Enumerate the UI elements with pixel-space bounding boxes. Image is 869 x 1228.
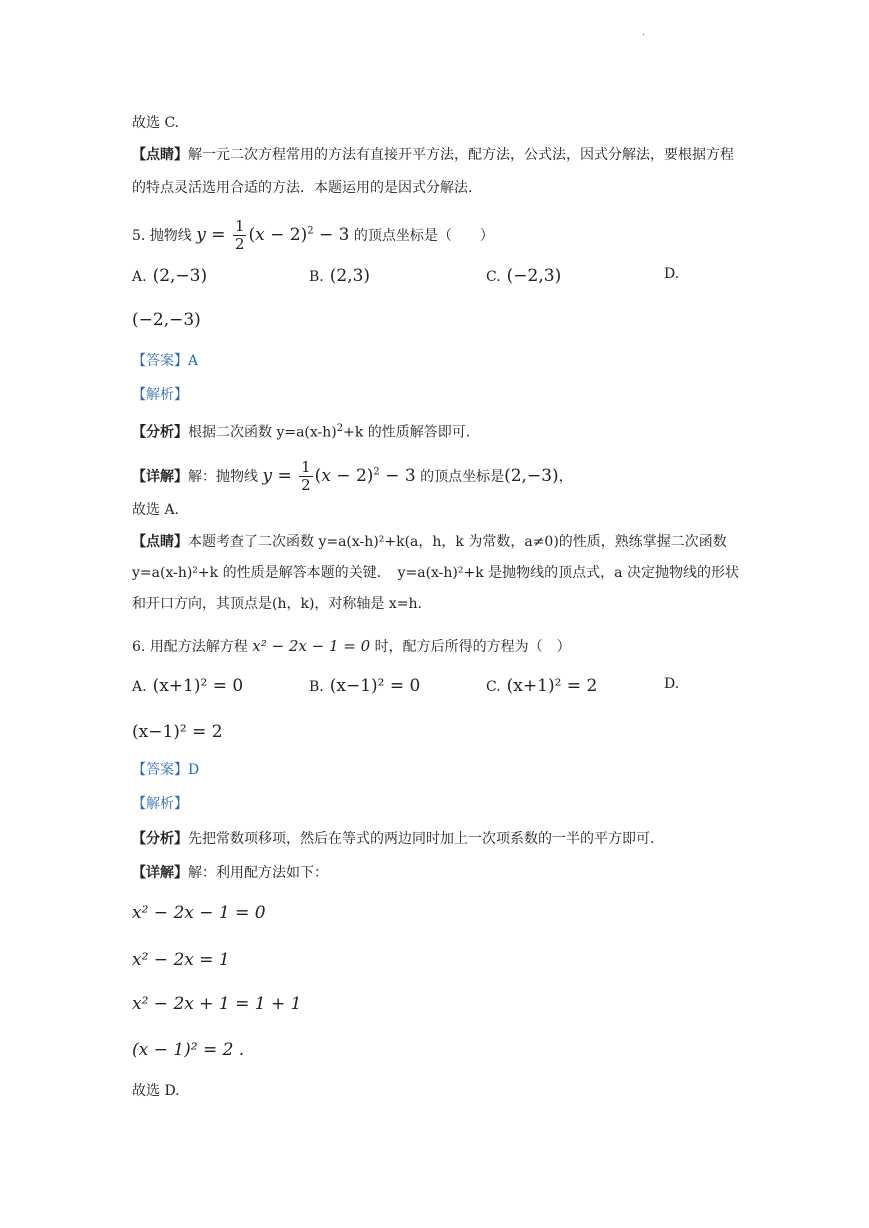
q5-answer [132,351,198,371]
q5-option-d-value: (−2,−3) [132,310,201,330]
parabola-formula: y = $\frac{1}{2}$ $(x - 2)^2 - 3$ [196,217,350,253]
comment-tag: 【点睛】 [132,534,188,550]
answer-value: A [188,353,199,369]
option-value: (2,−3) [152,266,208,286]
option-label: C. [486,679,501,695]
q5-conclusion: 故选 A. [132,502,180,518]
option-value: (x−1)² = 0 [329,676,421,696]
answer-tag: 【答案】 [132,353,188,369]
stem-text: 时，配方后所得的方程为（ ） [374,639,571,655]
detail-text: 解：抛物线 [188,469,258,485]
q6-detail [132,863,328,883]
option-label: A. [132,269,147,285]
vertex-value: (2,−3) [504,466,559,486]
q6-conclusion: 故选 D. [132,1083,180,1099]
prev-conclusion: 故选 C. [132,115,180,131]
q5-option-a [132,266,207,286]
q5-comment [132,527,742,620]
stem-text: 抛物线 [149,228,192,244]
detail-tag: 【详解】 [132,469,188,485]
equation: x² − 2x − 1 = 0 [252,637,371,655]
answer-tag: 【答案】 [132,762,188,778]
comment-tag: 【点睛】 [132,147,188,163]
detail-text: ， [558,469,573,485]
stem-text: 用配方法解方程 [149,639,248,655]
fenxi-text: 先把常数项移项，然后在等式的两边同时加上一次项系数的一半的平方即可. [188,831,655,847]
q6-option-d-value: (x−1)² = 2 [132,722,223,742]
prev-comment [132,139,742,205]
parabola-formula: y = $\frac{1}{2}$ $(x - 2)^2 - 3$ [262,458,416,494]
option-label: A. [132,679,147,695]
comment-text: 本题考查了二次函数 y=a(x-h)²+k(a，h，k 为常数，a≠0)的性质，熟练掌握二次函数 y=a(x-h)²+k 的性质是解答本题的关键． y=a(x-h)²+k 是抛物线的顶点式，a 决定抛物线的形状和开口方向，其顶点是(h，k)，对称轴是 x=h. [132,534,739,612]
question-number: 6. [132,639,146,655]
q6-answer [132,760,199,780]
detail-text: 解：利用配方法如下： [188,865,328,881]
fenxi-tag: 【分析】 [132,424,188,441]
option-value: (−2,3) [506,266,562,286]
q6-step-4: (x − 1)² = 2 . [132,1040,245,1060]
q6-step-1: x² − 2x − 1 = 0 [132,903,266,923]
q6-option-b [309,676,420,696]
answer-value: D [188,762,200,778]
option-value: (x+1)² = 2 [506,676,598,696]
q5-option-d-label: D. [664,266,680,282]
header-mark: · [642,30,646,41]
q5-analysis-tag: 【解析】 [132,387,188,403]
fenxi-text: 根据二次函数 y=a(x-h) [188,424,337,441]
q6-option-c [486,676,597,696]
q6-step-2: x² − 2x = 1 [132,950,230,970]
question-number: 5. [132,228,146,244]
option-label: C. [486,269,501,285]
fenxi-tag: 【分析】 [132,831,188,847]
option-value: (2,3) [329,266,371,286]
q5-fenxi: 【分析】根据二次函数 $y=a(x-h)^2+k$ 的性质解答即可. [132,423,471,441]
q6-option-a [132,676,243,696]
q5-detail [132,459,573,494]
q5-stem [132,218,494,253]
q6-analysis-tag: 【解析】 [132,796,188,812]
q5-option-b [309,266,370,286]
option-value: (x+1)² = 0 [152,676,244,696]
fenxi-text: +k 的性质解答即可. [343,424,471,441]
q6-stem [132,636,571,657]
comment-text: 解一元二次方程常用的方法有直接开平方法，配方法，公式法，因式分解法，要根据方程的特点灵活选用合适的方法．本题运用的是因式分解法. [132,147,734,196]
stem-text: 的顶点坐标是（ ） [353,228,494,244]
q6-fenxi [132,829,654,849]
detail-text: 的顶点坐标是 [420,469,505,485]
q5-option-c [486,266,561,286]
q6-step-3: x² − 2x + 1 = 1 + 1 [132,994,302,1014]
option-label: B. [309,679,324,695]
option-label: B. [309,269,324,285]
q6-option-d-label: D. [664,676,680,692]
detail-tag: 【详解】 [132,865,188,881]
